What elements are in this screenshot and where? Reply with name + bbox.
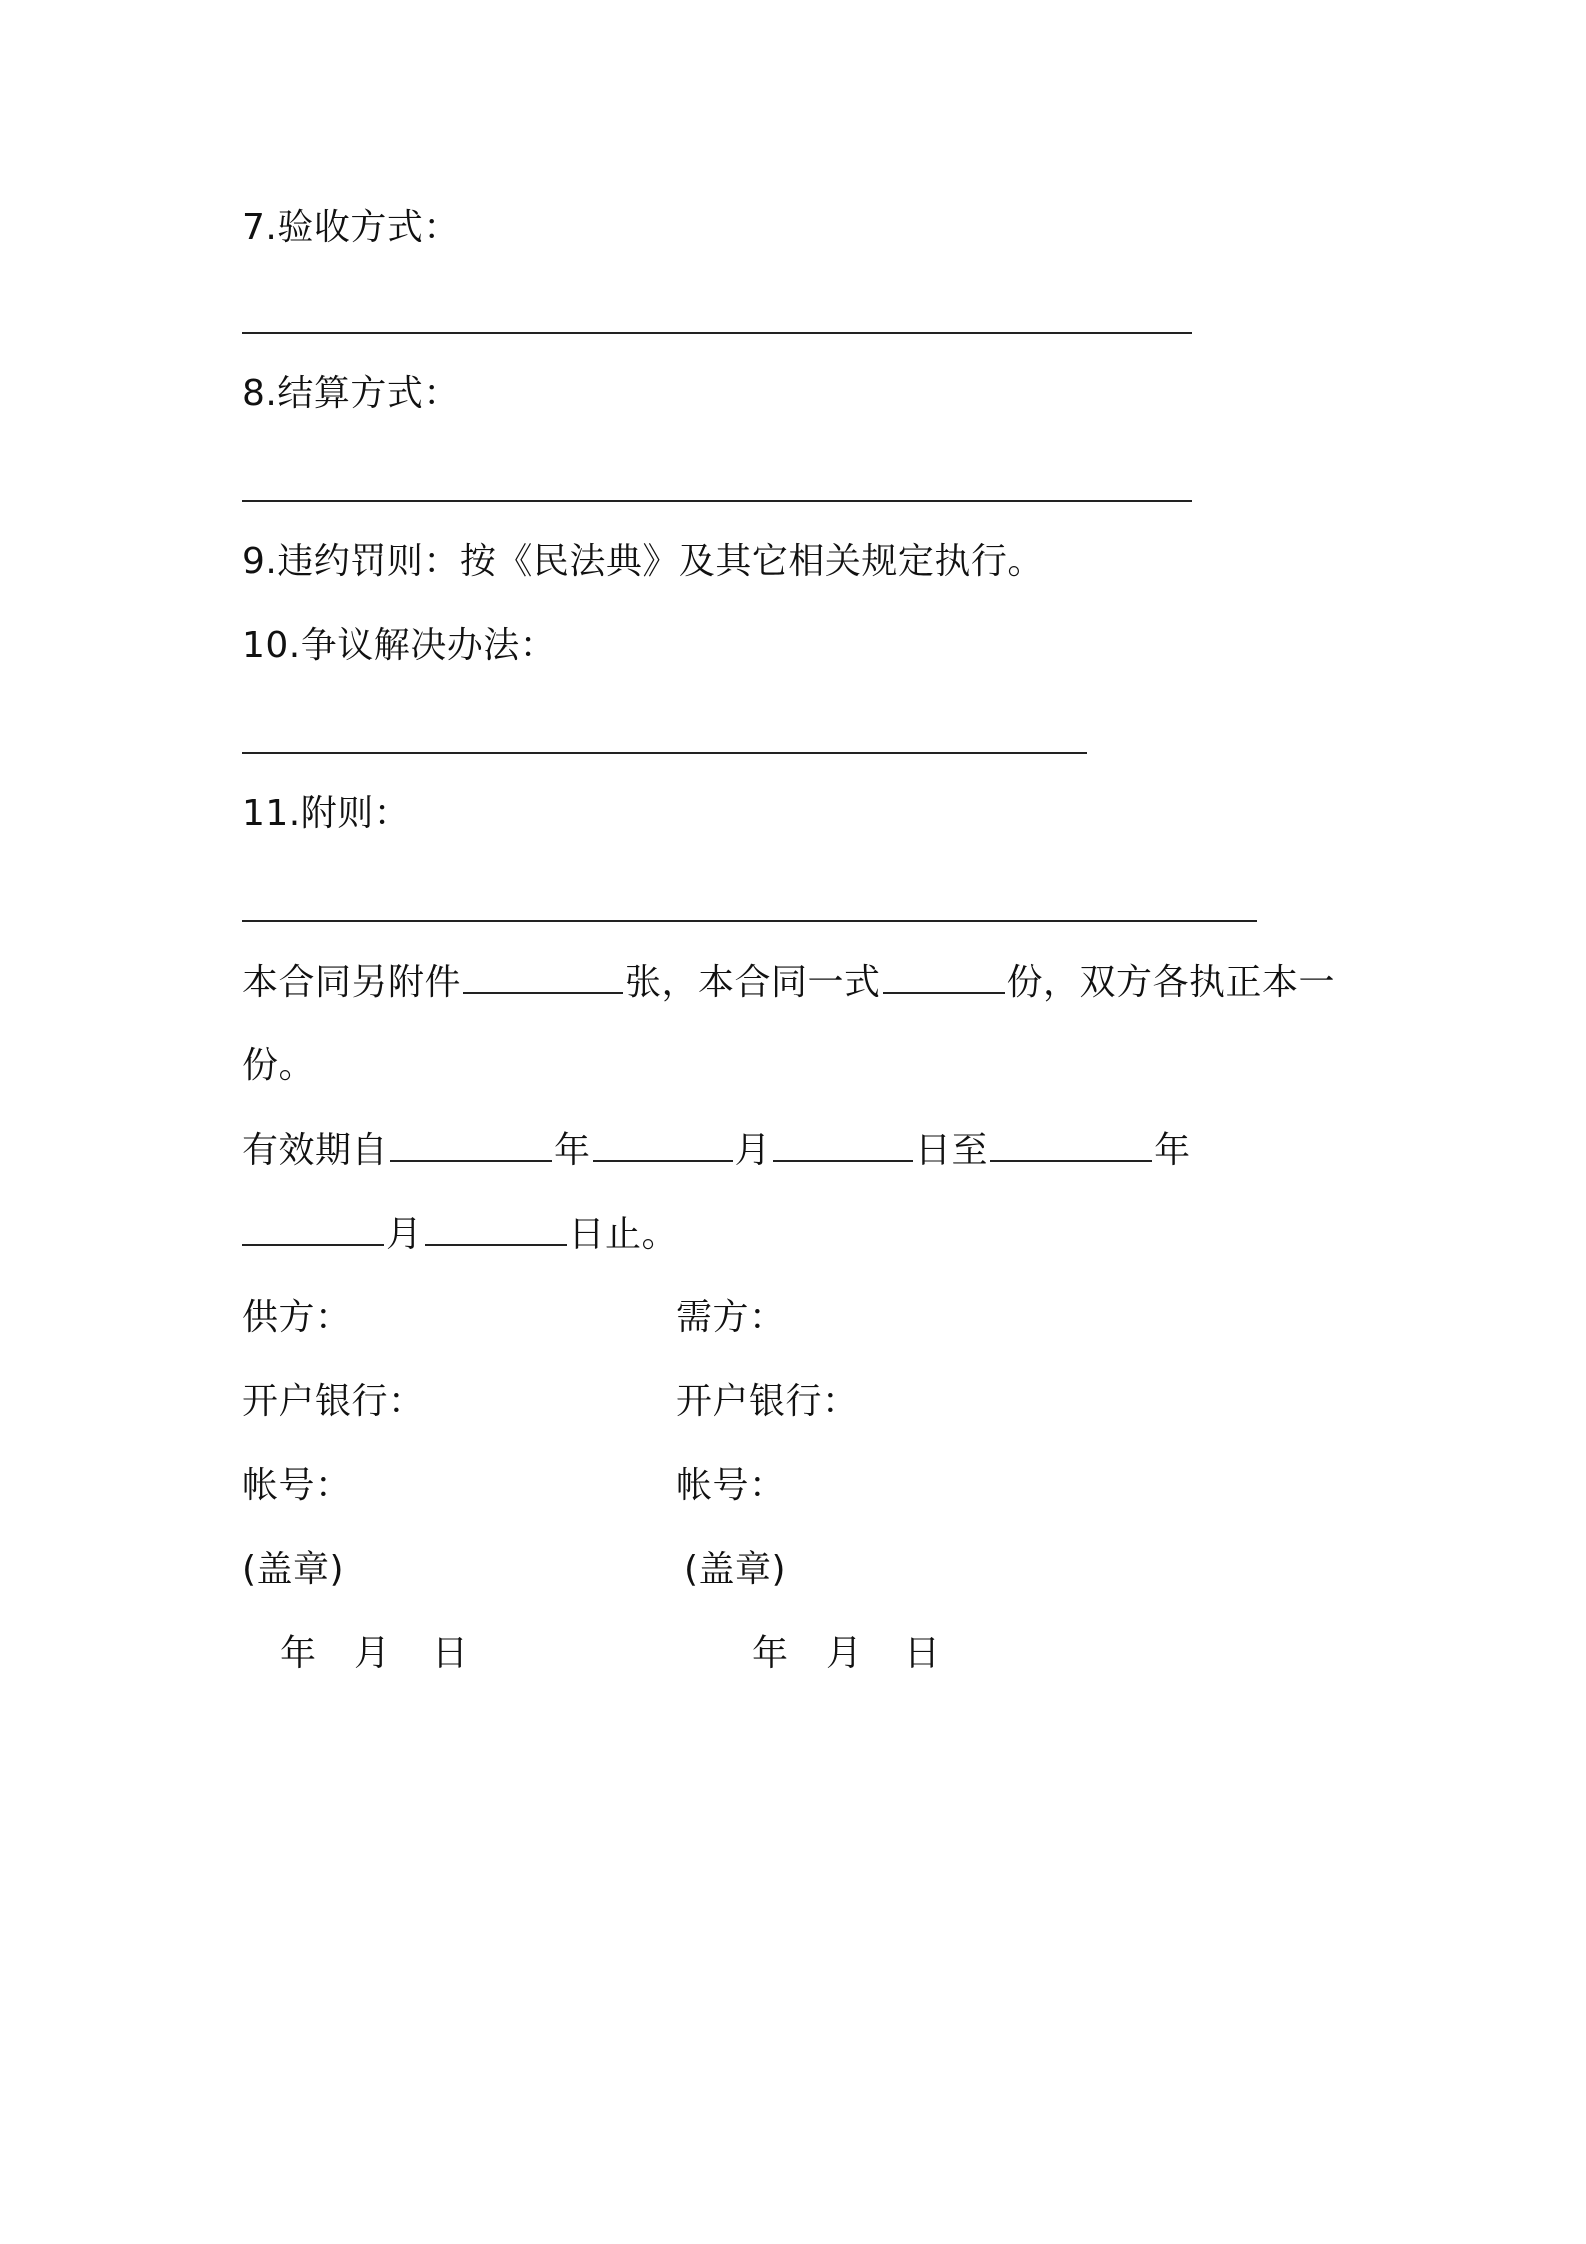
start-year-blank xyxy=(390,1126,552,1162)
validity-line-2 xyxy=(242,1210,678,1259)
buyer-seal: (盖章) xyxy=(684,1549,787,1590)
supplier-label: 供方： xyxy=(242,1297,352,1338)
buyer-bank-label: 开户银行： xyxy=(676,1381,859,1422)
buyer-label: 需方： xyxy=(676,1297,786,1338)
attachment-count-blank xyxy=(463,958,623,994)
item-7-label: 7.验收方式： xyxy=(242,207,460,248)
supplier-seal: (盖章) xyxy=(242,1549,345,1590)
validity-year: 年 xyxy=(554,1130,591,1171)
buyer-date-year: 年 xyxy=(752,1633,789,1674)
supplier-bank-label: 开户银行： xyxy=(242,1381,425,1422)
validity-end: 日止。 xyxy=(568,1214,679,1255)
supplier-date-year: 年 xyxy=(280,1633,317,1674)
start-day-blank xyxy=(773,1126,913,1162)
validity-year-2: 年 xyxy=(1154,1130,1191,1171)
signature-date-row xyxy=(0,1630,1586,1678)
supplier-date-day: 日 xyxy=(432,1633,469,1674)
item-10-label: 10.争议解决办法： xyxy=(242,625,557,666)
end-month-blank xyxy=(242,1210,384,1246)
buyer-date-day: 日 xyxy=(904,1633,941,1674)
start-month-blank xyxy=(593,1126,733,1162)
copies-text-3: 份，双方各执正本一 xyxy=(1006,962,1336,1003)
copy-count-blank xyxy=(883,958,1005,994)
item-11-label: 11.附则： xyxy=(242,793,411,834)
item-8-label: 8.结算方式： xyxy=(242,373,460,414)
validity-month: 月 xyxy=(734,1130,772,1171)
item-9-text: 9.违约罚则：按《民法典》及其它相关规定执行。 xyxy=(242,541,1044,582)
validity-month-2: 月 xyxy=(386,1214,423,1255)
validity-day-to: 日至 xyxy=(915,1130,989,1171)
buyer-account-label: 帐号： xyxy=(676,1465,786,1506)
item-11-fill-line xyxy=(242,920,1257,922)
copies-text-2: 张，本合同一式 xyxy=(625,962,881,1003)
item-10-fill-line xyxy=(242,752,1087,754)
item-8-fill-line xyxy=(242,500,1192,502)
validity-prefix: 有效期自 xyxy=(242,1130,389,1171)
end-day-blank xyxy=(425,1210,567,1246)
validity-line-1 xyxy=(242,1126,1191,1175)
copies-sentence xyxy=(242,958,1335,1007)
item-7-fill-line xyxy=(242,332,1192,334)
supplier-account-label: 帐号： xyxy=(242,1465,352,1506)
copies-sentence-end: 份。 xyxy=(242,1045,316,1086)
end-year-blank xyxy=(990,1126,1152,1162)
supplier-date-month: 月 xyxy=(354,1633,391,1674)
buyer-date-month: 月 xyxy=(826,1633,863,1674)
copies-text-1: 本合同另附件 xyxy=(242,962,462,1003)
